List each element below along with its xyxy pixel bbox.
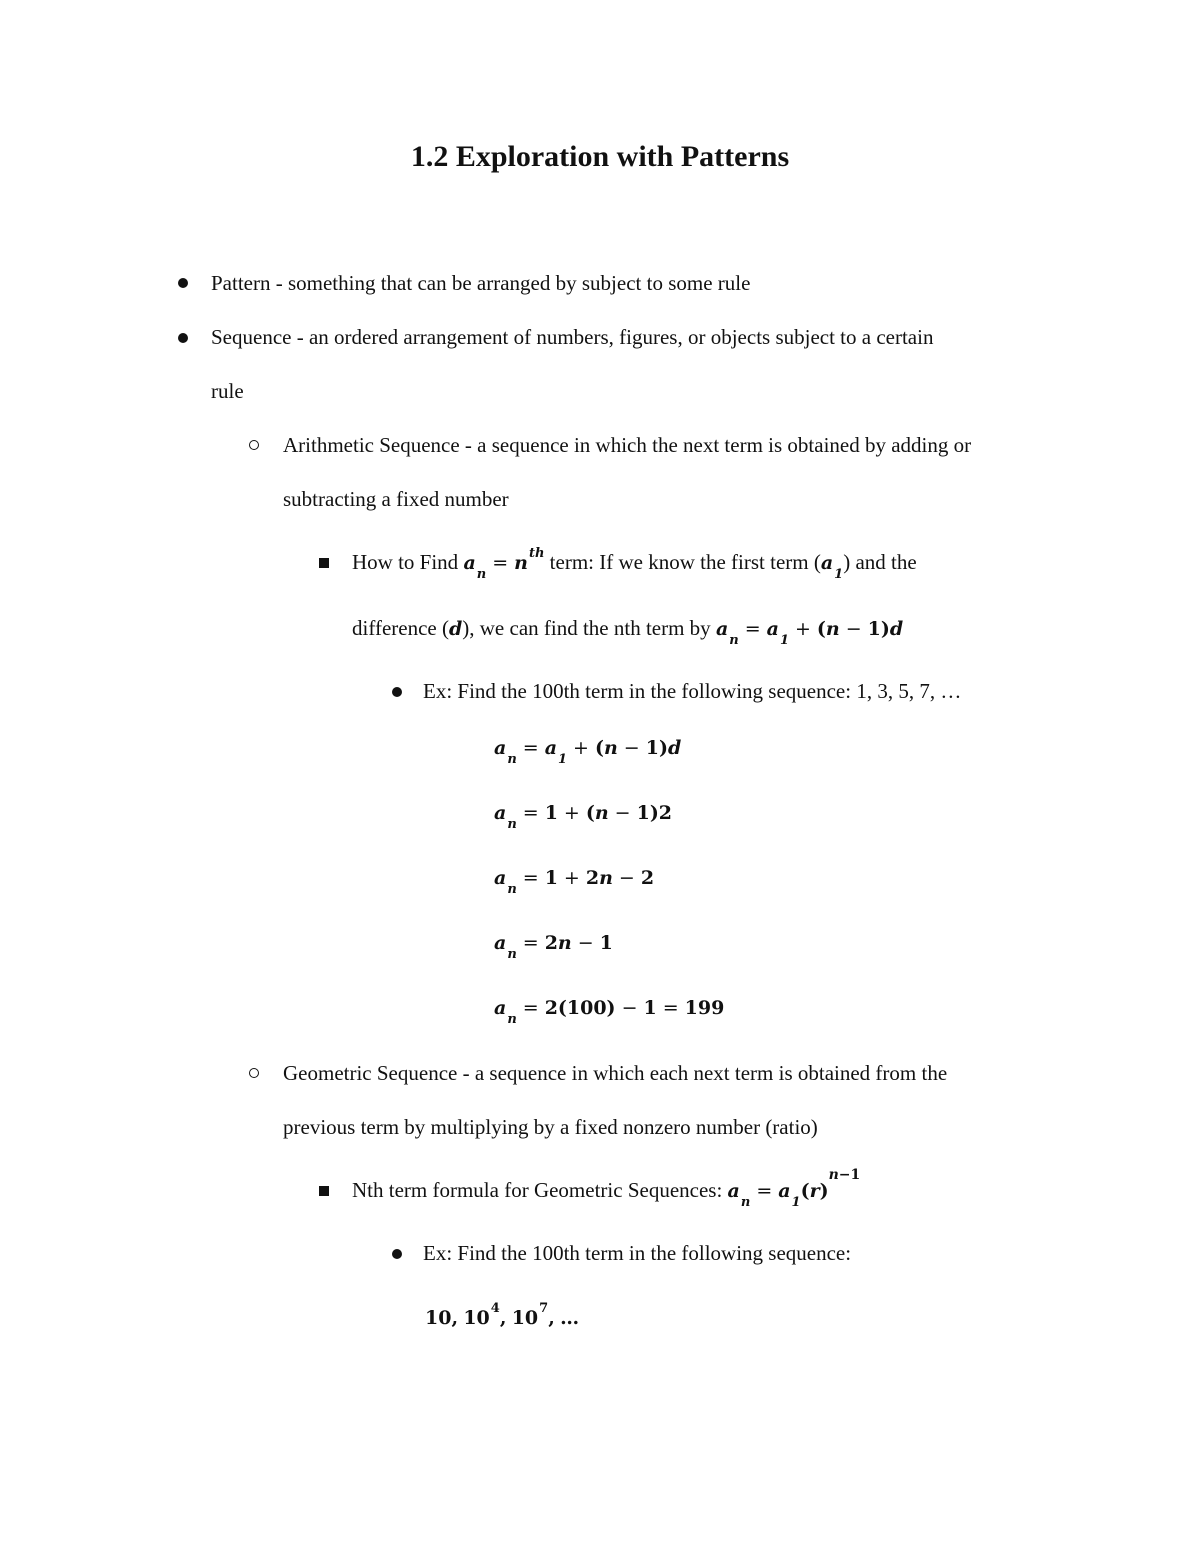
difference-prefix: difference ( — [352, 616, 449, 640]
solution-step-4: $a_n= 2n - 1$ — [494, 932, 613, 962]
bullet-square-icon — [319, 558, 329, 568]
solution-step-1: $a_n= a_1+ (n - 1)d$ — [494, 737, 682, 767]
geometric-example: Ex: Find the 100th term in the following sequence: — [423, 1241, 852, 1265]
pattern-definition: Pattern - something that can be arranged by subject to some rule — [211, 271, 751, 295]
arithmetic-definition-line1: Arithmetic Sequence - a sequence in which the next term is obtained by adding or — [283, 433, 972, 457]
geometric-definition-line2: previous term by multiplying by a fixed nonzero number (ratio) — [283, 1115, 818, 1139]
how-to-find-prefix: How to Find — [352, 550, 459, 574]
solution-step-2: $a_n= 1 + (n - 1)2$ — [494, 802, 673, 832]
bullet-dot-icon — [178, 333, 188, 343]
how-to-find-suffix: ) and the — [843, 550, 917, 574]
geometric-sequence-terms: 10, $10^4$, $10^7$, … — [425, 1301, 580, 1329]
bullet-dot-icon — [392, 687, 402, 697]
solution-step-5: $a_n= 2(100) - 1 = 199$ — [494, 997, 725, 1027]
arithmetic-definition-line2: subtracting a fixed number — [283, 487, 509, 511]
how-to-find-line: How to Find $a_n= n^{th}$ term: If we know the first term $(a_1)$ and the — [352, 546, 917, 582]
geometric-formula-line: Nth term formula for Geometric Sequences: $a_n= a_1(r)^{n-1}$ — [352, 1167, 861, 1210]
sequence-definition-line2: rule — [211, 379, 244, 403]
page-title: 1.2 Exploration with Patterns — [410, 140, 790, 173]
bullet-circle-icon — [249, 440, 259, 450]
geometric-definition-line1: Geometric Sequence - a sequence in which each next term is obtained from the — [283, 1061, 948, 1085]
math-d: d — [448, 618, 463, 640]
math-a1: $a_1$ — [820, 552, 844, 582]
geometric-formula-label: Nth term formula for Geometric Sequences: — [352, 1178, 723, 1202]
bullet-dot-icon — [178, 278, 188, 288]
difference-mid: ), we can find the nth term by — [462, 616, 711, 640]
how-to-find-mid: term: If we know the first term ( — [549, 550, 821, 574]
math-an: $a_n$ — [463, 552, 487, 582]
arithmetic-example: Ex: Find the 100th term in the following sequence: 1, 3, 5, 7, … — [423, 679, 962, 703]
math-formula: $a_n$ — [715, 618, 739, 648]
bullet-dot-icon — [392, 1249, 402, 1259]
math-nth: $n^{th}$ — [514, 546, 545, 574]
bullet-square-icon — [319, 1186, 329, 1196]
bullet-circle-icon — [249, 1068, 259, 1078]
difference-line: difference (d), we can find the nth term by $a_n= a_1+ (n - 1)d$ — [352, 616, 904, 648]
solution-step-3: $a_n= 1 + 2n - 2$ — [494, 867, 655, 897]
sequence-definition-line1: Sequence - an ordered arrangement of numbers, figures, or objects subject to a certain — [211, 325, 934, 349]
